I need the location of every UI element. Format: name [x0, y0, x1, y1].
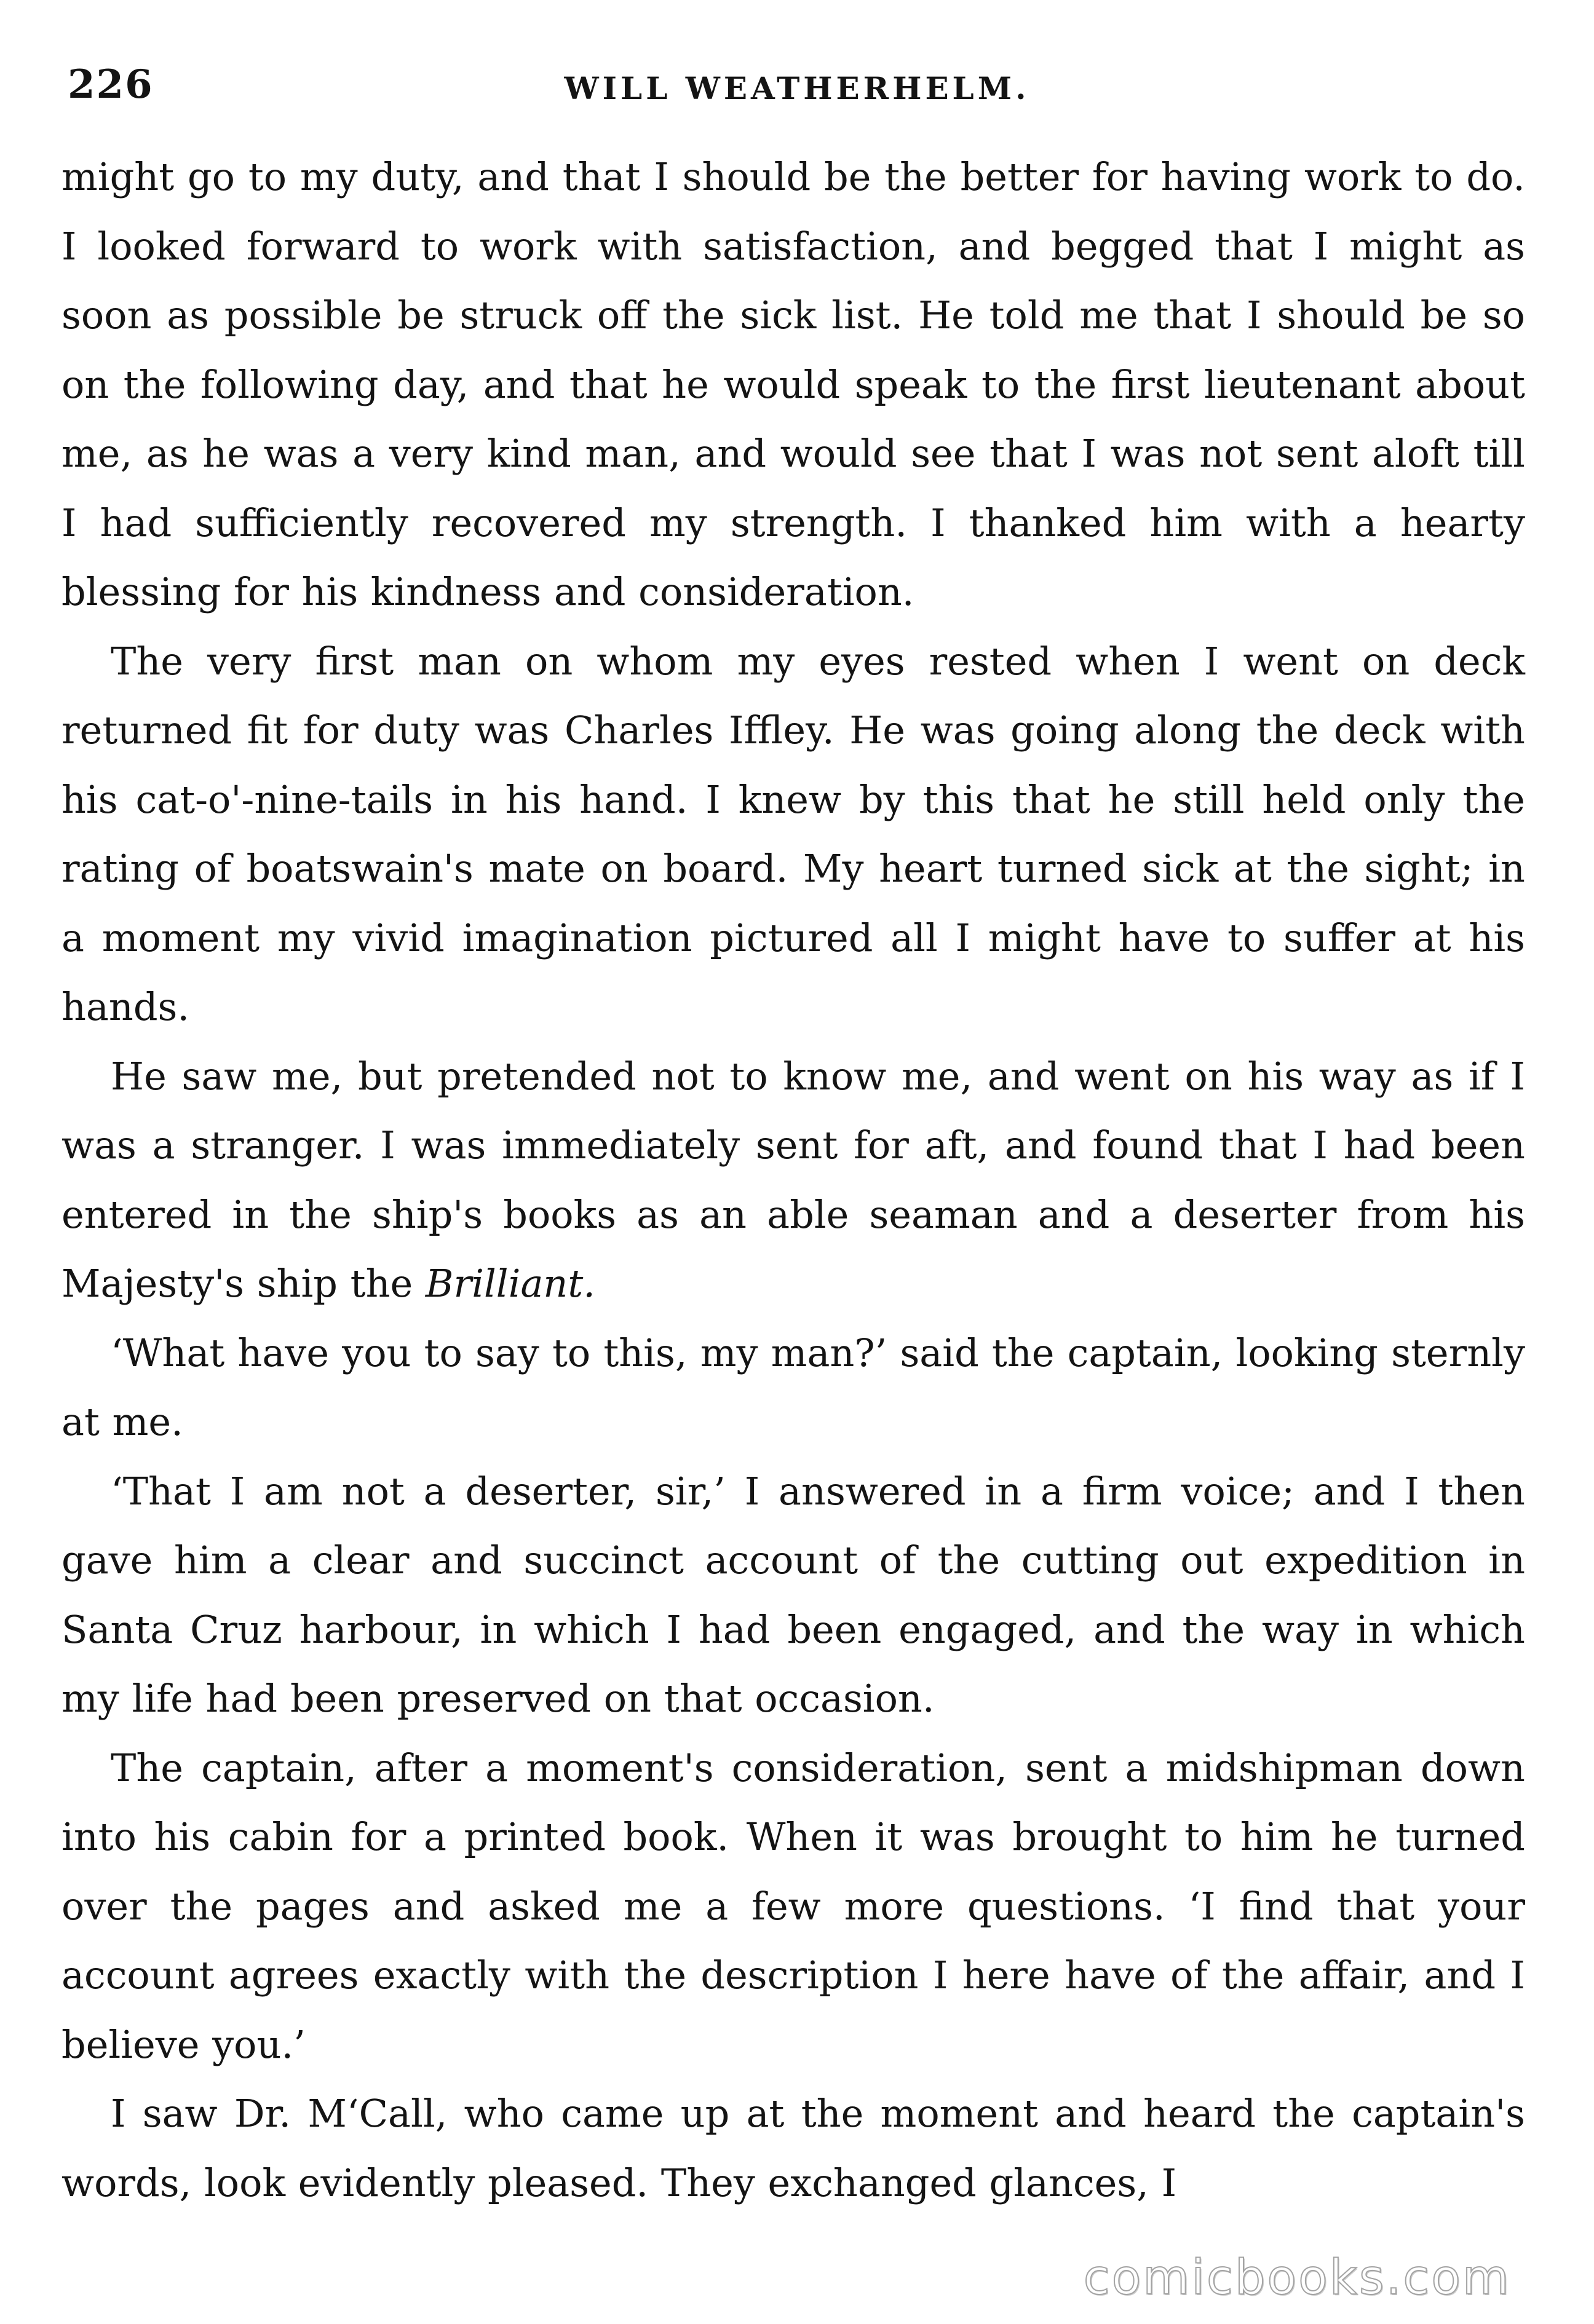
- body-text: [61, 143, 1525, 2218]
- page-number: 226: [68, 61, 154, 108]
- paragraph-deserter-text: He saw me, but pretended not to know me, and went on his way as if I was a stranger. I was immediately sent for aft, and found that I had been entered in the ship's books as an able seaman and a deserter from his Majesty's ship the: [61, 1053, 1525, 1306]
- running-head: [68, 61, 1526, 111]
- running-title: WILL WEATHERHELM.: [564, 70, 1030, 106]
- paragraph-iffley: The very first man on whom my eyes rested when I went on deck returned fit for duty was Charles Iffley. He was going along the deck with his cat-o'-nine-tails in his hand. I knew by this that he still held only the rating of boatswain's mate on board. My heart turned sick at the sight; in a moment my vivid imagination pictured all I might have to suffer at his hands.: [61, 638, 1525, 1029]
- paragraph-answer: ‘That I am not a deserter, sir,’ I answered in a firm voice; and I then gave him a clear and succinct account of the cutting out expedition in Santa Cruz harbour, in which I had been engaged, and the way in which my life had been preserved on that occasion.: [61, 1468, 1525, 1721]
- paragraph-captain-book: The captain, after a moment's consideration, sent a midshipman down into his cabin for a printed book. When it was brought to him he turned over the pages and asked me a few more questions. ‘I find that your account agrees exactly with the description I here have of the affair, and I believe you.’: [61, 1745, 1525, 2067]
- watermark: comicbooks.com: [1083, 2250, 1511, 2306]
- paragraph-deserter-entry: [61, 1042, 1525, 1319]
- paragraph-captain-question: ‘What have you to say to this, my man?’ said the captain, looking sternly at me.: [61, 1330, 1525, 1444]
- paragraph-dr-mccall: I saw Dr. M‘Call, who came up at the moment and heard the captain's words, look evidently pleased. They exchanged glances, I: [61, 2091, 1525, 2205]
- ship-name: Brilliant.: [425, 1261, 595, 1306]
- paragraph-continuation: might go to my duty, and that I should be the better for having work to do. I looked forward to work with satisfaction, and begged that I might as soon as possible be struck off the sick list. He told me that I should be so on the following day, and that he would speak to the first lieutenant about me, as he was a very kind man, and would see that I was not sent aloft till I had sufficiently recovered my strength. I thanked him with a hearty blessing for his kindness and consideration.: [61, 154, 1525, 614]
